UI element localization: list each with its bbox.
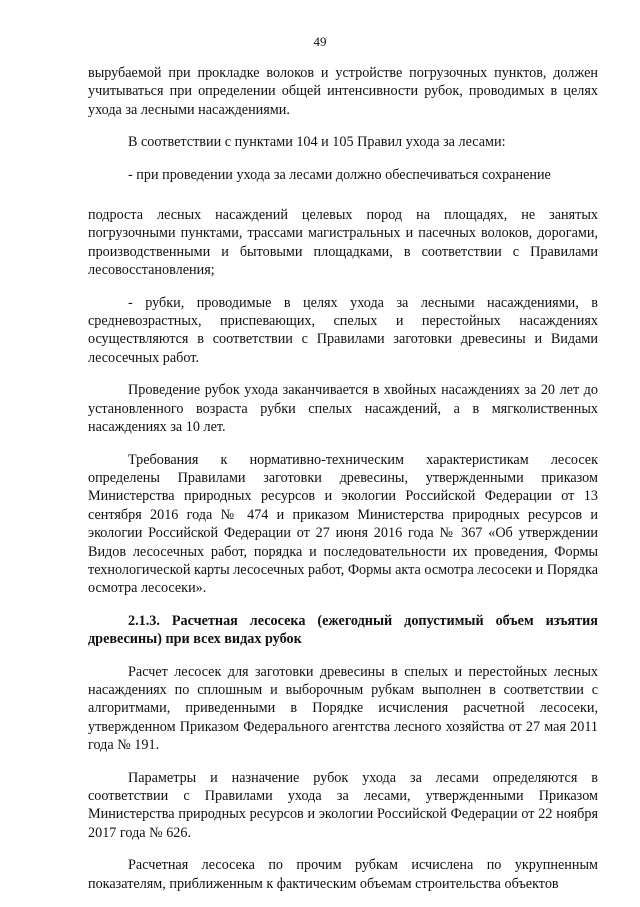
paragraph-calculation: Расчет лесосек для заготовки древесины в спелых и перестойных лесных насаждениях по сплошным и выборочным рубкам выполнен в соответствии с алгоритмами, приведенными в Порядке исчисления расчетной лесосеки, утвержденном Приказом Федерального агентства лесного хозяйства от 27 мая 2011 года № 191. bbox=[88, 663, 598, 754]
paragraph-list-item-2: - рубки, проводимые в целях ухода за лесными насаждениями, в средневозрастных, приспевающих, спелых и перестойных насаждениях осуществляются в соответствии с Правилами заготовки древесины и Видами лесосечных работ. bbox=[88, 294, 598, 366]
page-number: 49 bbox=[313, 34, 327, 49]
paragraph-other-felling: Расчетная лесосека по прочим рубкам исчислена по укрупненным показателям, приближенным к фактическим объемам строительства объектов bbox=[88, 857, 598, 892]
paragraph-list-item-1-start: - при проведении ухода за лесами должно обеспечиваться сохранение bbox=[128, 166, 551, 183]
paragraph-rules-reference: В соответствии с пунктами 104 и 105 Правил ухода за лесами: bbox=[128, 134, 506, 151]
section-heading-2-1-3: 2.1.3. Расчетная лесосека (ежегодный допустимый объем изъятия древесины) при всех видах рубок bbox=[88, 612, 598, 648]
paragraph-thinning-end: Проведение рубок ухода заканчивается в хвойных насаждениях за 20 лет до установленного возраста рубки спелых насаждений, а в мягколиственных насаждениях за 10 лет. bbox=[88, 382, 598, 436]
paragraph-parameters: Параметры и назначение рубок ухода за лесами определяются в соответствии с Правилами ухода за лесами, утвержденными Приказом Министерства природных ресурсов и экологии Российской Федерации от 22 ноября 2017 года № 626. bbox=[88, 769, 598, 841]
paragraph-continuation: вырубаемой при прокладке волоков и устройстве погрузочных пунктов, должен учитываться при определении общей интенсивности рубок, проводимых в целях ухода за лесными насаждениями. bbox=[88, 65, 598, 118]
document-body bbox=[88, 64, 598, 907]
paragraph-requirements: Требования к нормативно-техническим характеристикам лесосек определены Правилами заготовки древесины, утвержденными приказом Министерства природных ресурсов и экологии Российской Федерации от 13 сентября 2016 года № 474 и приказом Министерства природных ресурсов и экологии Российской Федерации от 27 июня 2016 года № 367 «Об утверждении Видов лесосечных работ, порядка и последовательности их проведения, Формы технологической карты лесосечных работ, Формы акта осмотра лесосеки и Порядка осмотра лесосеки». bbox=[88, 451, 598, 597]
paragraph-list-item-1-continuation: подроста лесных насаждений целевых пород на площадях, не занятых погрузочными пунктами, трассами магистральных и пасечных волоков, дорогами, производственными и бытовыми площадками, в соответствии с Правилами лесовосстановления; bbox=[88, 207, 598, 279]
